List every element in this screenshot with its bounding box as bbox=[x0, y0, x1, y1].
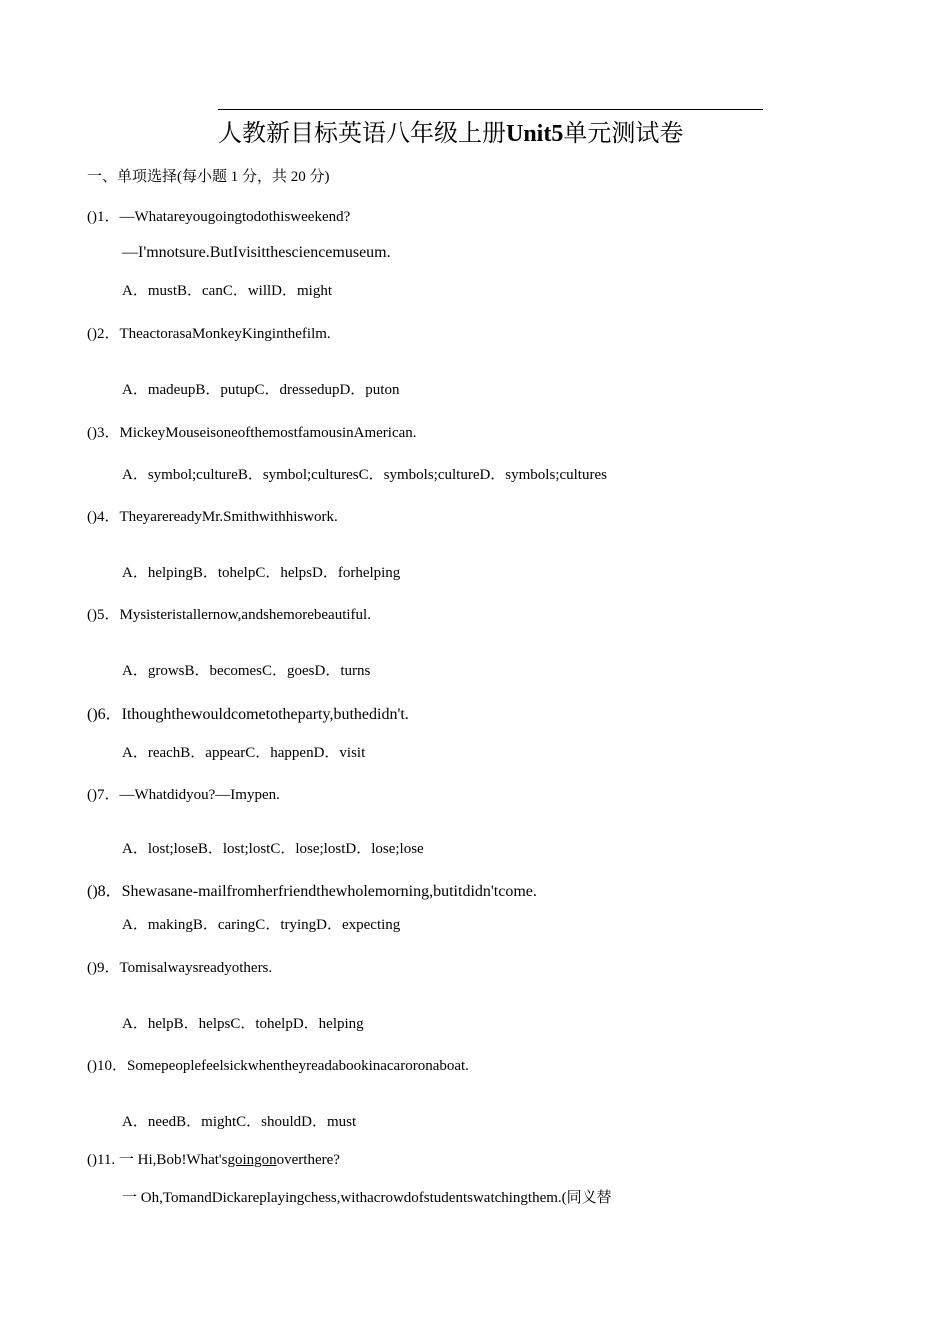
question-7-options: A．lost;loseB．lost;lostC．lose;lostD．lose;lose bbox=[122, 841, 424, 857]
question-1-dialog: —I'mnotsure.ButIvisitthesciencemuseum. bbox=[122, 244, 391, 261]
question-5-options: A．growsB．becomesC．goesD．turns bbox=[122, 663, 371, 679]
question-3: ()3．MickeyMouseisoneofthemostfamousinAmerican. bbox=[87, 425, 417, 441]
question-11-dialog: 一 Oh,TomandDickareplayingchess,withacrowdofstudentswatchingthem.(同义替 bbox=[122, 1190, 612, 1206]
question-6: ()6．Ithoughthewouldcometotheparty,buthedidn't. bbox=[87, 706, 409, 723]
question-1-options: A．mustB．canC．willD．might bbox=[122, 283, 333, 299]
question-9: ()9．Tomisalwaysreadyothers. bbox=[87, 960, 273, 976]
question-3-options: A．symbol;cultureB．symbol;culturesC．symbols;cultureD．symbols;cultures bbox=[122, 467, 607, 483]
question-10-options: A．needB．mightC．shouldD．must bbox=[122, 1114, 357, 1130]
question-9-options: A．helpB．helpsC．tohelpD．helping bbox=[122, 1016, 364, 1032]
question-5: ()5．Mysisteristallernow,andshemorebeautiful. bbox=[87, 607, 371, 623]
question-8-options: A．makingB．caringC．tryingD．expecting bbox=[122, 917, 401, 933]
question-1: ()1．—Whatareyougoingtodothisweekend? bbox=[87, 209, 351, 225]
question-2: ()2．TheactorasaMonkeyKinginthefilm. bbox=[87, 326, 331, 342]
underlined-phrase: goingon bbox=[227, 1152, 277, 1168]
question-8: ()8．Shewasane-mailfromherfriendthewholemorning,butitdidn'tcome. bbox=[87, 883, 537, 900]
page-title: 人教新目标英语八年级上册Unit5单元测试卷 bbox=[218, 121, 684, 147]
section-heading: 一、单项选择(每小题 1 分，共 20 分) bbox=[87, 169, 330, 185]
title-rule bbox=[218, 109, 763, 110]
question-11: ()11. 一 Hi,Bob!What'sgoingonoverthere? bbox=[87, 1152, 340, 1168]
question-6-options: A．reachB．appearC．happenD．visit bbox=[122, 745, 366, 761]
question-4: ()4．TheyarereadyMr.Smithwithhiswork. bbox=[87, 509, 338, 525]
question-2-options: A．madeupB．putupC．dressedupD．puton bbox=[122, 382, 400, 398]
question-7: ()7．—Whatdidyou?—Imypen. bbox=[87, 787, 280, 803]
question-4-options: A．helpingB．tohelpC．helpsD．forhelping bbox=[122, 565, 401, 581]
question-10: ()10．Somepeoplefeelsickwhentheyreadabookinacaroronaboat. bbox=[87, 1058, 469, 1074]
